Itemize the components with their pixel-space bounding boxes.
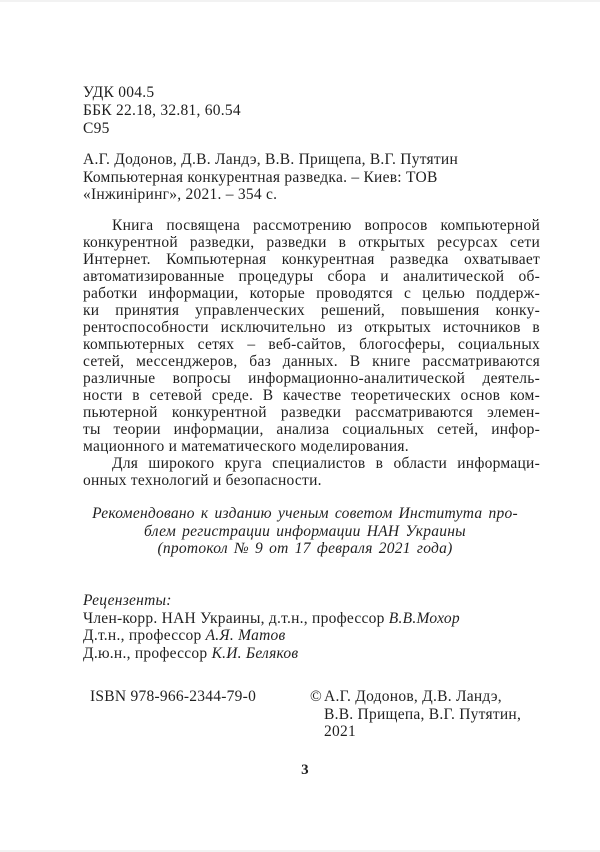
recommendation-block xyxy=(60,505,550,558)
reviewer-line xyxy=(83,645,553,663)
annotation-line: онных технологий и безопасности. xyxy=(83,472,322,489)
copyright-line: 2021 xyxy=(324,723,356,740)
page-edge-top xyxy=(0,0,600,2)
reviewers-heading: Рецензенты: xyxy=(83,592,172,609)
copyright-line: В.В. Прищепа, В.Г. Путятин, xyxy=(324,705,522,723)
annotation-line: компьютерных сетях – веб-сайтов, блогосферы, социальных xyxy=(83,336,540,353)
copyright-authors: А.Г. Додонов, Д.В. Ландэ, xyxy=(324,688,502,705)
recommendation-line: блем регистрации информации НАН Украины xyxy=(144,522,466,540)
annotation-line: Интернет. Компьютерная конкурентная разведка охватывает xyxy=(83,251,540,268)
annotation-line: автоматизированные процедуры сбора и аналитической об- xyxy=(83,268,540,285)
bbk-line: ББК 22.18, 32.81, 60.54 xyxy=(83,102,241,119)
reviewer-title: Член-корр. НАН Украины, д.т.н., профессор xyxy=(83,609,389,627)
isbn-text: ISBN 978-966-2344-79-0 xyxy=(90,688,257,705)
annotation-line: Для широкого круга специалистов в области информаци- xyxy=(112,455,540,472)
recommendation-line: (протокол № 9 от 17 февраля 2021 года) xyxy=(157,540,453,557)
recommendation-line: Рекомендовано к изданию ученым советом Института про- xyxy=(92,505,518,522)
title-line-2: «Інжиніринг», 2021. – 354 с. xyxy=(83,186,278,203)
copyright-line xyxy=(310,688,544,706)
classification-block xyxy=(83,84,540,138)
annotation-line: рентоспособности исключительно из открытых источников в xyxy=(83,319,540,336)
annotation-line: ности в сетевой среде. В качестве теоретических основ ком- xyxy=(83,387,540,404)
annotation-line: ты теории информации, анализа социальных сетей, инфор- xyxy=(83,421,540,438)
annotation-line: конкурентной разведки, разведки в открытых ресурсах сети xyxy=(83,234,540,251)
authors-line: А.Г. Додонов, Д.В. Ландэ, В.В. Прищепа, В.Г. Путятин xyxy=(83,151,459,168)
reviewer-name: В.В.Мохор xyxy=(388,609,460,627)
annotation-line: пьютерной конкурентной разведки рассматриваются элемен- xyxy=(83,404,540,421)
classification-code: С95 xyxy=(83,120,110,137)
reviewer-title: Д.т.н., профессор xyxy=(83,627,206,644)
reviewer-line xyxy=(83,627,553,645)
reviewers-block xyxy=(83,592,553,662)
annotation-block xyxy=(83,217,540,489)
title-line-1: Компьютерная конкурентная разведка. – Киев: ТОВ xyxy=(83,168,438,186)
annotation-line: различные вопросы информационно-аналитической деятель- xyxy=(83,370,540,387)
annotation-line: Книга посвящена рассмотрению вопросов компьютерной xyxy=(112,217,540,234)
page-number: 3 xyxy=(301,762,309,778)
reviewer-name: А.Я. Матов xyxy=(205,627,286,644)
udc-line: УДК 004.5 xyxy=(83,84,155,101)
reviewer-title: Д.ю.н., профессор xyxy=(83,644,212,662)
annotation-line: ки принятия управленческих решений, повышения конку- xyxy=(83,302,540,319)
reviewer-line xyxy=(83,610,553,628)
copyright-block xyxy=(310,688,544,741)
annotation-line: мационного и математического моделирования. xyxy=(83,438,409,455)
reviewer-name: К.И. Беляков xyxy=(211,644,299,662)
imprint-block xyxy=(83,151,553,204)
annotation-line: работки информации, которые проводятся с целью поддерж- xyxy=(83,285,540,302)
copyright-symbol: © xyxy=(310,688,323,705)
annotation-line: сетей, мессенджеров, баз данных. В книге рассматриваются xyxy=(83,353,540,370)
